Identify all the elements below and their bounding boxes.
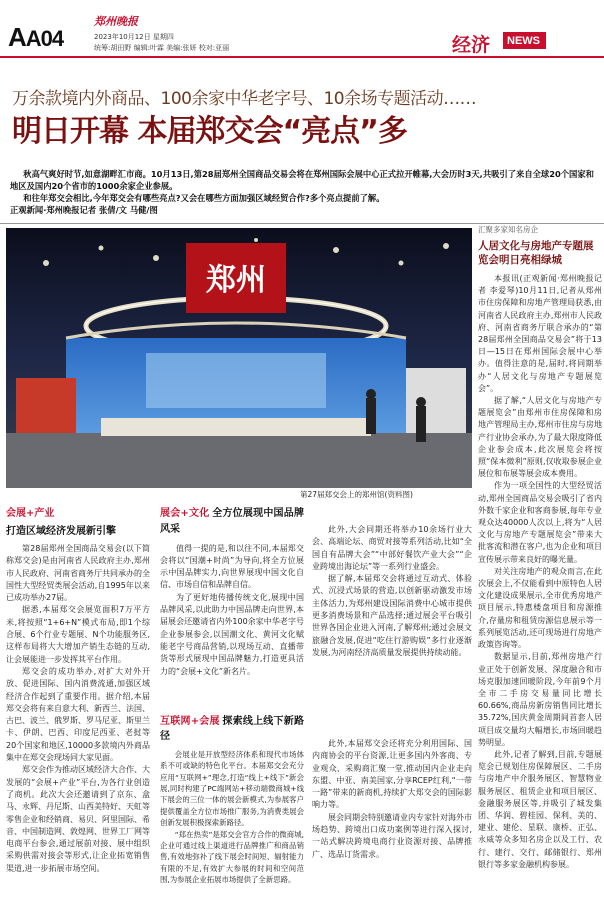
body-paragraph: 此外,大会同期还将举办10余场行业大会、高端论坛、商贸对接等系列活动,比如“全国自有品牌大会”“中部好餐饮产业大会”“企业跨境出海论坛”等一系列行业盛会。: [312, 525, 472, 571]
body-paragraph: 对关注房地产的观众而言,在此次展会上,不仅能看到中原特色人居文化建设成果展示,全市优秀房地产项目展示,特惠楼盘项目和房源推介,存量房和租赁房源信息展示等一系列展览活动,还可现场进行房地产政策咨询等。: [478, 566, 602, 650]
section-heading: 打造区域经济发展新引擎: [6, 526, 116, 537]
section-heading: 全方位展现中国品牌风采: [160, 508, 304, 536]
body-paragraph: 作为一项全国性的大型经贸活动,郑州全国商品交易会吸引了省内外数千家企业和客商参展,每年专业观众达40000人次以上,将为“人居文化与房地产专题展览会”带来大批客流和潜在客户,也为企业和项目宣传展示带来良好的曝光量。: [478, 481, 602, 564]
byline: 正观新闻·郑州晚报记者 张倩/文 马健/图: [10, 205, 158, 215]
body-paragraph: 据悉,本届郑交会展览面积7万平方米,将按照“1+6+N”模式布局,即1个综合展、6个行业专题展、N个功能服务区,这样布局将大大增加产销生态链的互动,让会展能进一步发挥其平台作用。: [6, 605, 150, 664]
section-header: [160, 504, 304, 537]
section-tag: 会展+产业: [6, 508, 55, 519]
article-column-3: [312, 524, 472, 659]
body-paragraph: 此外,本届郑交会还将充分利用国际、国内商协会的平台资源,让更多国内外客商、专业观众、采购商汇聚一堂,推动国内企业走向东盟、中亚、南美国家,分享RCEP红利,“一带一路”带来的新商机,持续扩大郑交会的国际影响力等。: [312, 739, 472, 810]
article-deck: 万余款境内外商品、100余家中华老字号、10余场专题活动……: [12, 89, 477, 109]
body-paragraph: 本报讯(正观新闻·郑州晚报记者 李爱琴)10月11日,记者从郑州市住房保障和房地产管理局获悉,由河南省人民政府主办,郑州市人民政府、河南省商务厅联合承办的“第28届郑州全国商品交易会”将于13日—15日在郑州国际会展中心举办。值得注意的是,届时,将同期举办“人居文化与房地产专题展览会”。: [478, 274, 602, 393]
photo-caption: 第27届郑交会上的郑州馆(资料图): [300, 490, 413, 499]
dateline: 2023年10月12日 星期四: [94, 33, 174, 41]
body-paragraph: 值得一提的是,和以往不同,本届郑交会将以“国潮+时尚”为导向,将全方位展示中国品牌实力,向世界展现中国文化自信、市场自信和品牌自信。: [160, 543, 304, 590]
article-column-5: [312, 738, 472, 861]
body-paragraph: “郑在热卖”是郑交会官方合作的微商城,企业可通过线上渠道进行品牌推广和商品销售,有效地弥补了线下展会时间短、辐射能力有限的不足,有效扩大参展的时间和空间范围,为参展企业拓展市场提供了全新思路。: [160, 829, 304, 885]
article-column-2: [160, 504, 304, 678]
masthead: [0, 0, 604, 56]
body-paragraph: 第28届郑州全国商品交易会(以下简称郑交会)是由河南省人民政府主办,郑州市人民政府、河南省商务厅共同承办的全国性大型经贸类展会活动,自1995年以来已成功举办27届。: [6, 544, 150, 603]
sidebar-article: [478, 222, 602, 871]
paper-logo: 郑州晚报: [94, 15, 138, 28]
body-paragraph: 展会同期会特别邀请业内专家针对海外市场趋势、跨境出口成功案例等进行深入探讨,一站式解决跨境电商行业资源对接、品牌推广、选品订货需求。: [312, 812, 472, 859]
body-paragraph: 郑交会作为推动区域经济大合作、大发展的“会展+产业”平台,为各行业创造了商机。此次大会还邀请到了京东、盒马、永辉、丹尼斯、山西美特好、天虹等零售企业和经销商、易贝、阿里国际、希音、中国制造网、敦煌网、世界工厂网等电商平台参会,通过展前对接、展中组织采购供需对接会等形式,让企业拓宽销售渠道,进一步拓展市场空间。: [6, 765, 150, 873]
body-paragraph: 据了解,“人居文化与房地产专题展览会”由郑州市住房保障和房地产管理局主办,郑州市住房与房地产行业协会承办,为了最大限度降低企业参会成本,此次展览会将按照“保本微利”原则,仅收取参展企业展位和布展等展会成本费用。: [478, 396, 602, 479]
page-number: AA04: [8, 22, 64, 52]
section-heading: 探索线上线下新路径: [160, 716, 304, 743]
sidebar-body: [478, 273, 602, 871]
editor-credits: 统筹:胡田野 编辑:叶霖 美编:张妍 校对:亚丽: [94, 44, 230, 52]
lead-paragraph: 和往年郑交会相比,今年郑交会有哪些亮点?又会在哪些方面加强区域经贸合作?多个亮点提前了解。: [23, 193, 385, 203]
body-paragraph: 郑交会的成功举办,对扩大对外开放、促进国际、国内消费流通,加强区域经济合作起到了重要作用。据介绍,本届郑交会将有来自意大利、新西兰、法国、古巴、波兰、俄罗斯、罗马尼亚、斯里兰卡、伊朗、巴西、印度尼西亚、老挝等20个国家和地区,10000多款境内外商品集中在郑交会现场同大家见面。: [6, 666, 150, 763]
section-tag: 互联网+会展: [160, 716, 220, 727]
section-header: [160, 712, 304, 743]
body-paragraph: 据了解,本届郑交会将通过互动式、体验式、沉浸式场景的营造,以创新驱动激发市场主体活力,为郑州建设国际消费中心城市提供更多消费场景和产品选择;通过展会平台吸引世界各国企业进入河南,了解郑州;通过会展文旅融合发展,促进“吃住行游购娱”多行业逐渐发展,为河南经济高质量发展提供持续动能。: [312, 574, 472, 657]
article-headline: 明日开幕 本届郑交会“亮点”多: [12, 114, 407, 149]
article-column-4: [160, 712, 304, 886]
body-paragraph: 数据显示,目前,郑州房地产行业正处于创新发展、深度融合和市场克服加速回暖阶段,今年前9个月全市二手房交易量同比增长60.66%,商品房新房销售同比增长35.72%,国庆黄金周期间首套人居项目成交量均大幅增长,市场回暖趋势明显。: [478, 652, 602, 747]
section-tag: 展会+文化: [160, 508, 210, 519]
header-rule: [0, 56, 604, 58]
body-paragraph: 此外,记者了解到,目前,专题展览会已规划住房保障展区、二手房与房地产中介服务展区、智慧物业服务展区、租赁企业和项目展区、金融服务展区等,并吸引了城发集团、华润、碧桂园、保利、美的、建业、建伦、星联、康桥、正弘、永威等众多知名房企以及工行、农行、建行、交行、邮储银行、郑州银行等多家金融机构参展。: [478, 749, 602, 869]
section-title: 经济: [452, 34, 491, 56]
photo-sign-text: 郑州: [206, 263, 266, 298]
zhengzhou-pavilion-image: [6, 228, 472, 488]
lead-paragraph: 秋高气爽好时节,如意湖畔汇市商。10月13日,第28届郑州全国商品交易会将在郑州国际会展中心正式拉开帷幕,大会历时3天,共吸引了来自全球20个国家和地区及国内20个省市的1000余家企业参展。: [10, 169, 594, 191]
sidebar-kicker: 汇聚多家知名房企: [478, 225, 538, 234]
section-badge: NEWS: [503, 32, 546, 49]
article-lead: [10, 168, 594, 216]
article-column-1: [6, 504, 150, 875]
sidebar-title: 人居文化与房地产专题展览会明日亮相绿城: [478, 240, 594, 266]
body-paragraph: 为了更好地传播传统文化,展现中国品牌风采,以此助力中国品牌走向世界,本届展会还邀请省内外100余家中华老字号企业参展参会,以国潮文化、黄河文化赋能老字号商品营销,以现场互动、直播带货等形式展现中国品牌魅力,打造更具活力的“会展+文化”新名片。: [160, 592, 304, 676]
exhibition-photo: [6, 228, 472, 488]
body-paragraph: 会展业是开放型经济体系和现代市场体系不可或缺的特色化平台。本届郑交会充分应用“互联网+”理念,打造“线上+线下”新会展,同时构建了PC端网站+移动端微商城+线下展会的三位一体的展会新模式,为参展客户提供覆盖全方位市场推广服务,为消费类展会创新发展积极探索新路径。: [160, 749, 304, 828]
